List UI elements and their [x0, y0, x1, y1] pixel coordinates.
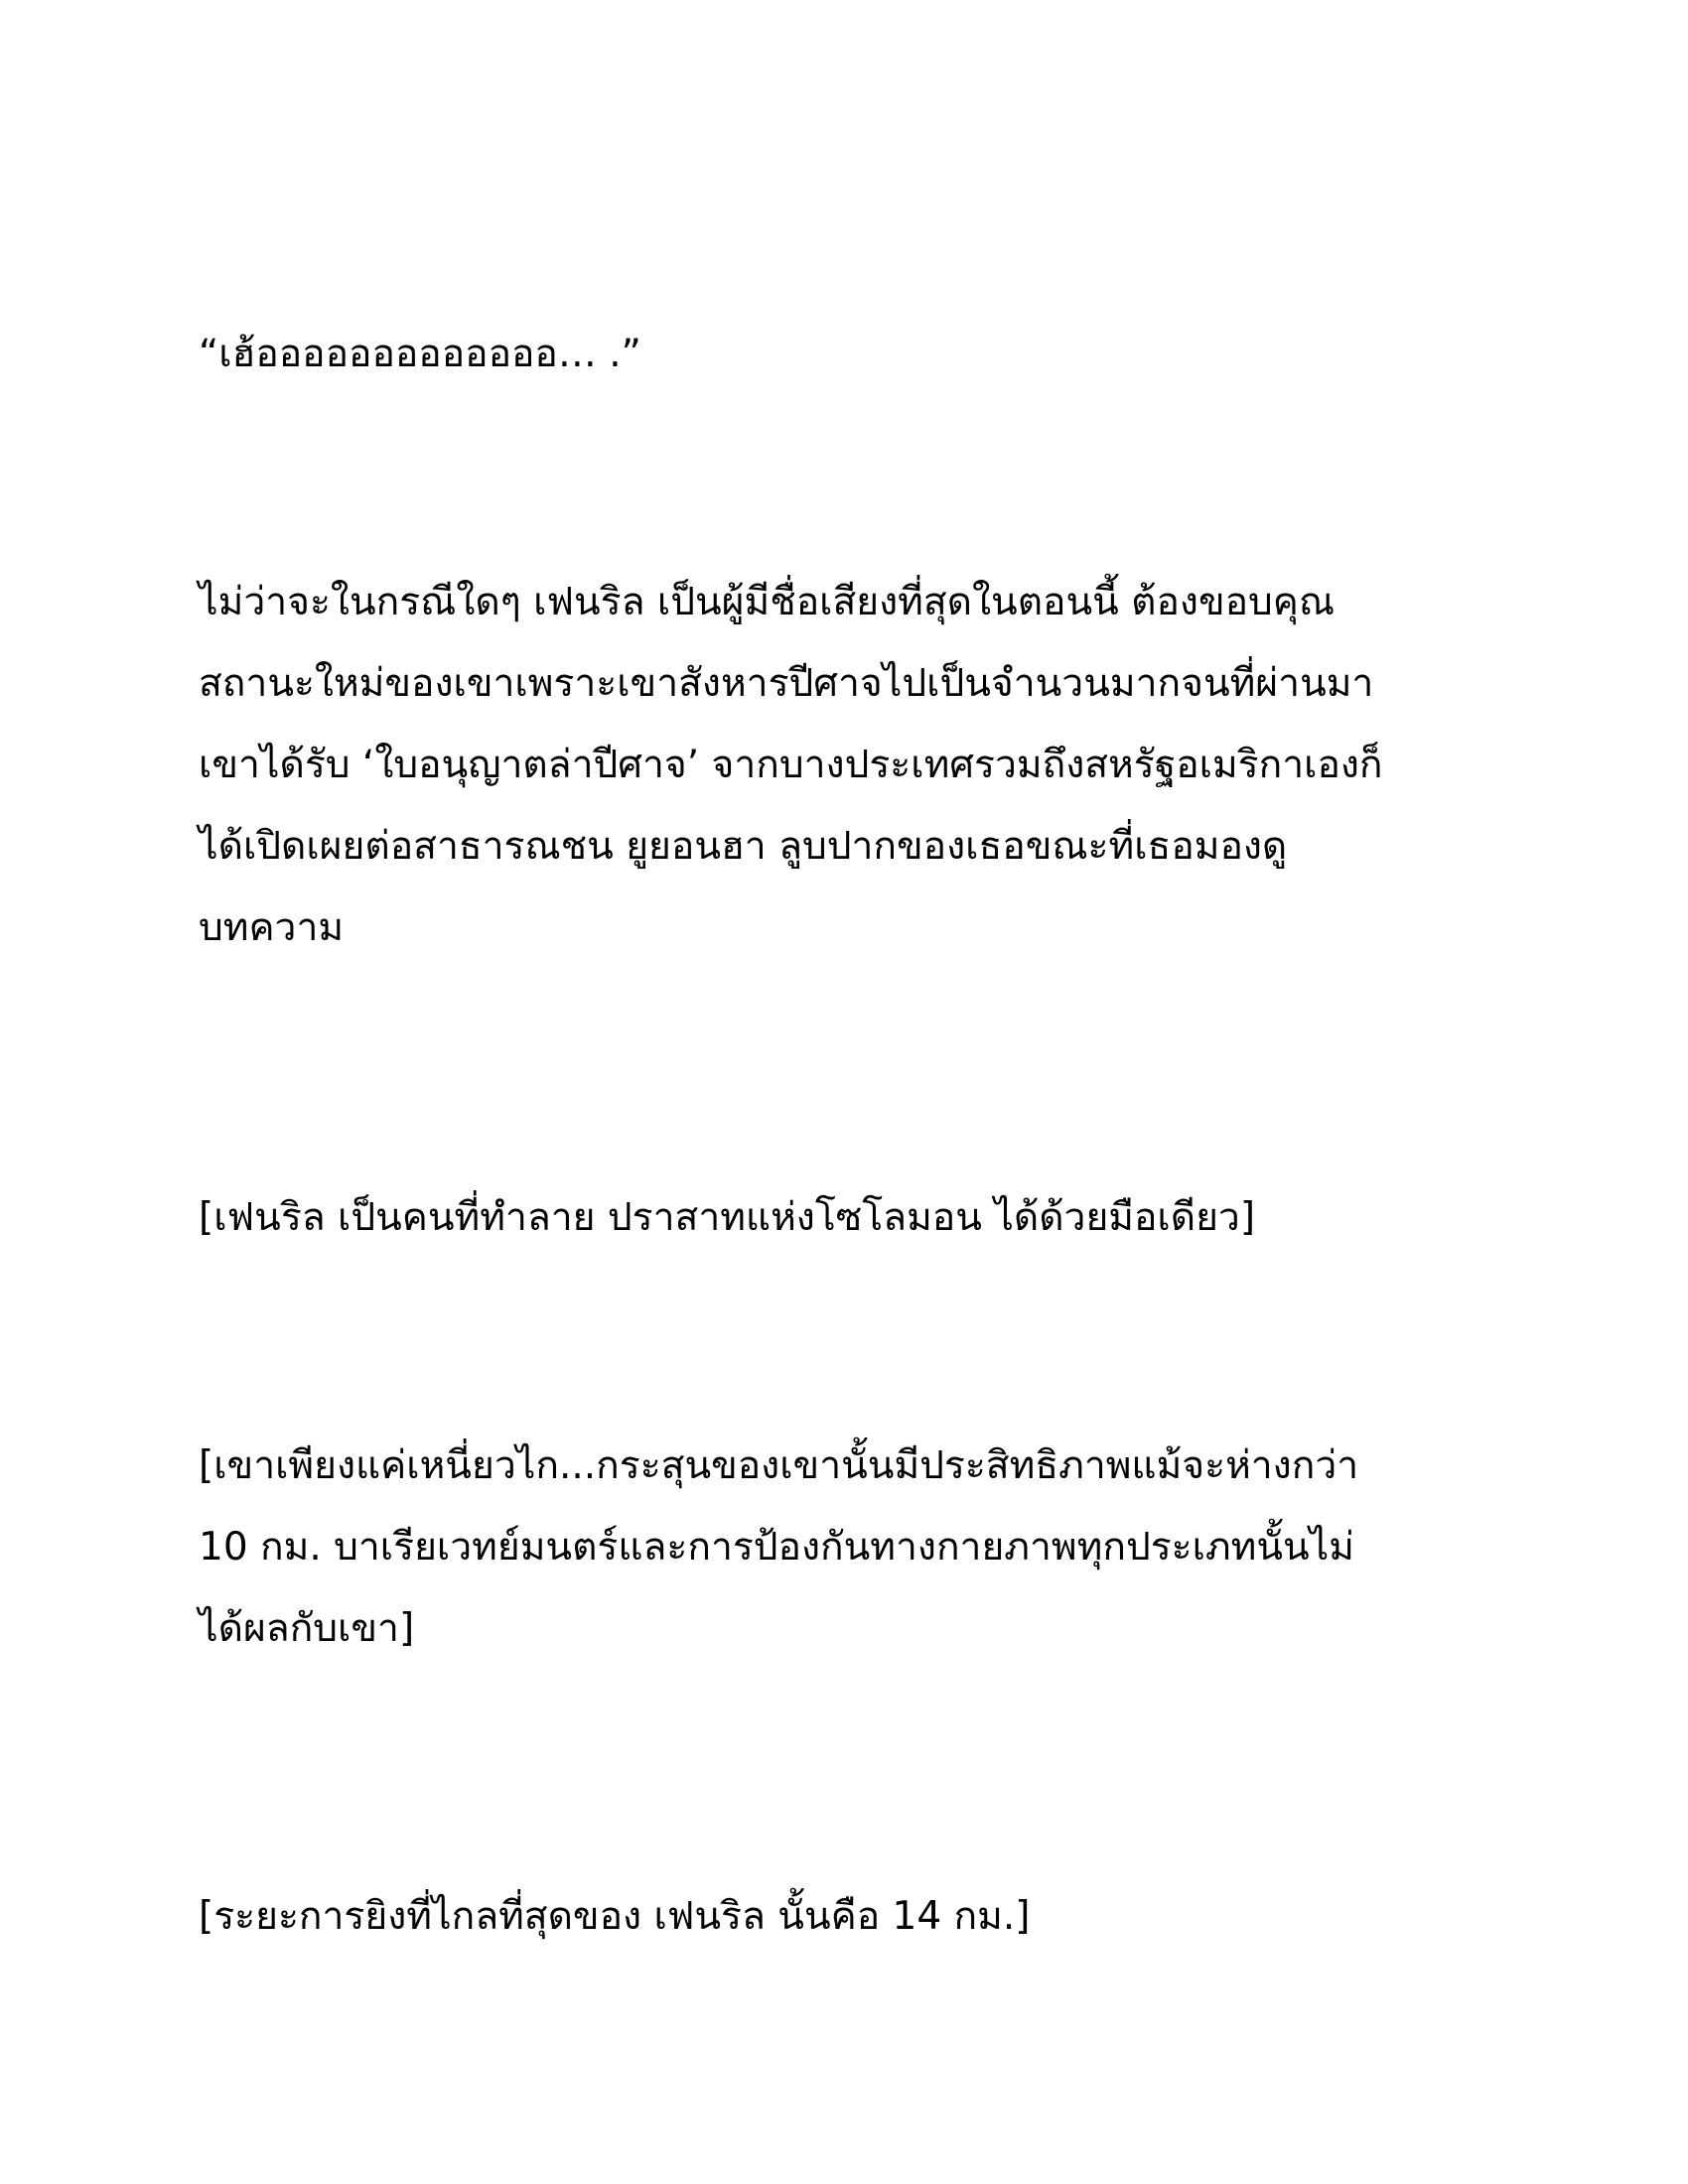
paragraph-solomon-castle [199, 1177, 1509, 1259]
paragraph-line: ไม่ว่าจะในกรณีใดๆ เฟนริล เป็นผู้มีชื่อเสียงที่สุดในตอนนี้ ต้องขอบคุณ [199, 580, 1336, 624]
paragraph-line: ได้ผลกับเขา] [199, 1606, 415, 1651]
paragraph-sigh [199, 314, 1509, 395]
paragraph-bullet-range [199, 1426, 1509, 1670]
paragraph-line: เขาได้รับ ‘ใบอนุญาตล่าปีศาจ’ จากบางประเทศรวมถึงสหรัฐอเมริกาเองก็ [199, 743, 1383, 787]
paragraph-line: [เฟนริล เป็นคนที่ทำลาย ปราสาทแห่งโซโลมอน ได้ด้วยมือเดียว] [199, 1195, 1256, 1240]
paragraph-line: [ระยะการยิงที่ไกลที่สุดของ เฟนริล นั้นคือ 14 กม.] [199, 1894, 1031, 1939]
paragraph-line: “เฮ้อออออออออออออ… .” [199, 332, 641, 376]
paragraph-max-range [199, 1876, 1509, 1958]
paragraph-line: สถานะใหม่ของเขาเพราะเขาสังหารปีศาจไปเป็นจำนวนมากจนที่ผ่านมา [199, 661, 1374, 706]
paragraph-line: บทความ [199, 905, 345, 950]
paragraph-line: 10 กม. บาเรียเวทย์มนตร์และการป้องกันทางกายภาพทุกประเภทนั้นไม่ [199, 1525, 1354, 1570]
paragraph-line: ได้เปิดเผยต่อสาธารณชน ยูยอนฮา ลูบปากของเธอขณะที่เธอมองดู [199, 824, 1288, 869]
paragraph-line: [เขาเพียงแค่เหนี่ยวไก...กระสุนของเขานั้นมีประสิทธิภาพแม้จะห่างกว่า [199, 1443, 1359, 1488]
paragraph-fenril-fame [199, 562, 1509, 969]
